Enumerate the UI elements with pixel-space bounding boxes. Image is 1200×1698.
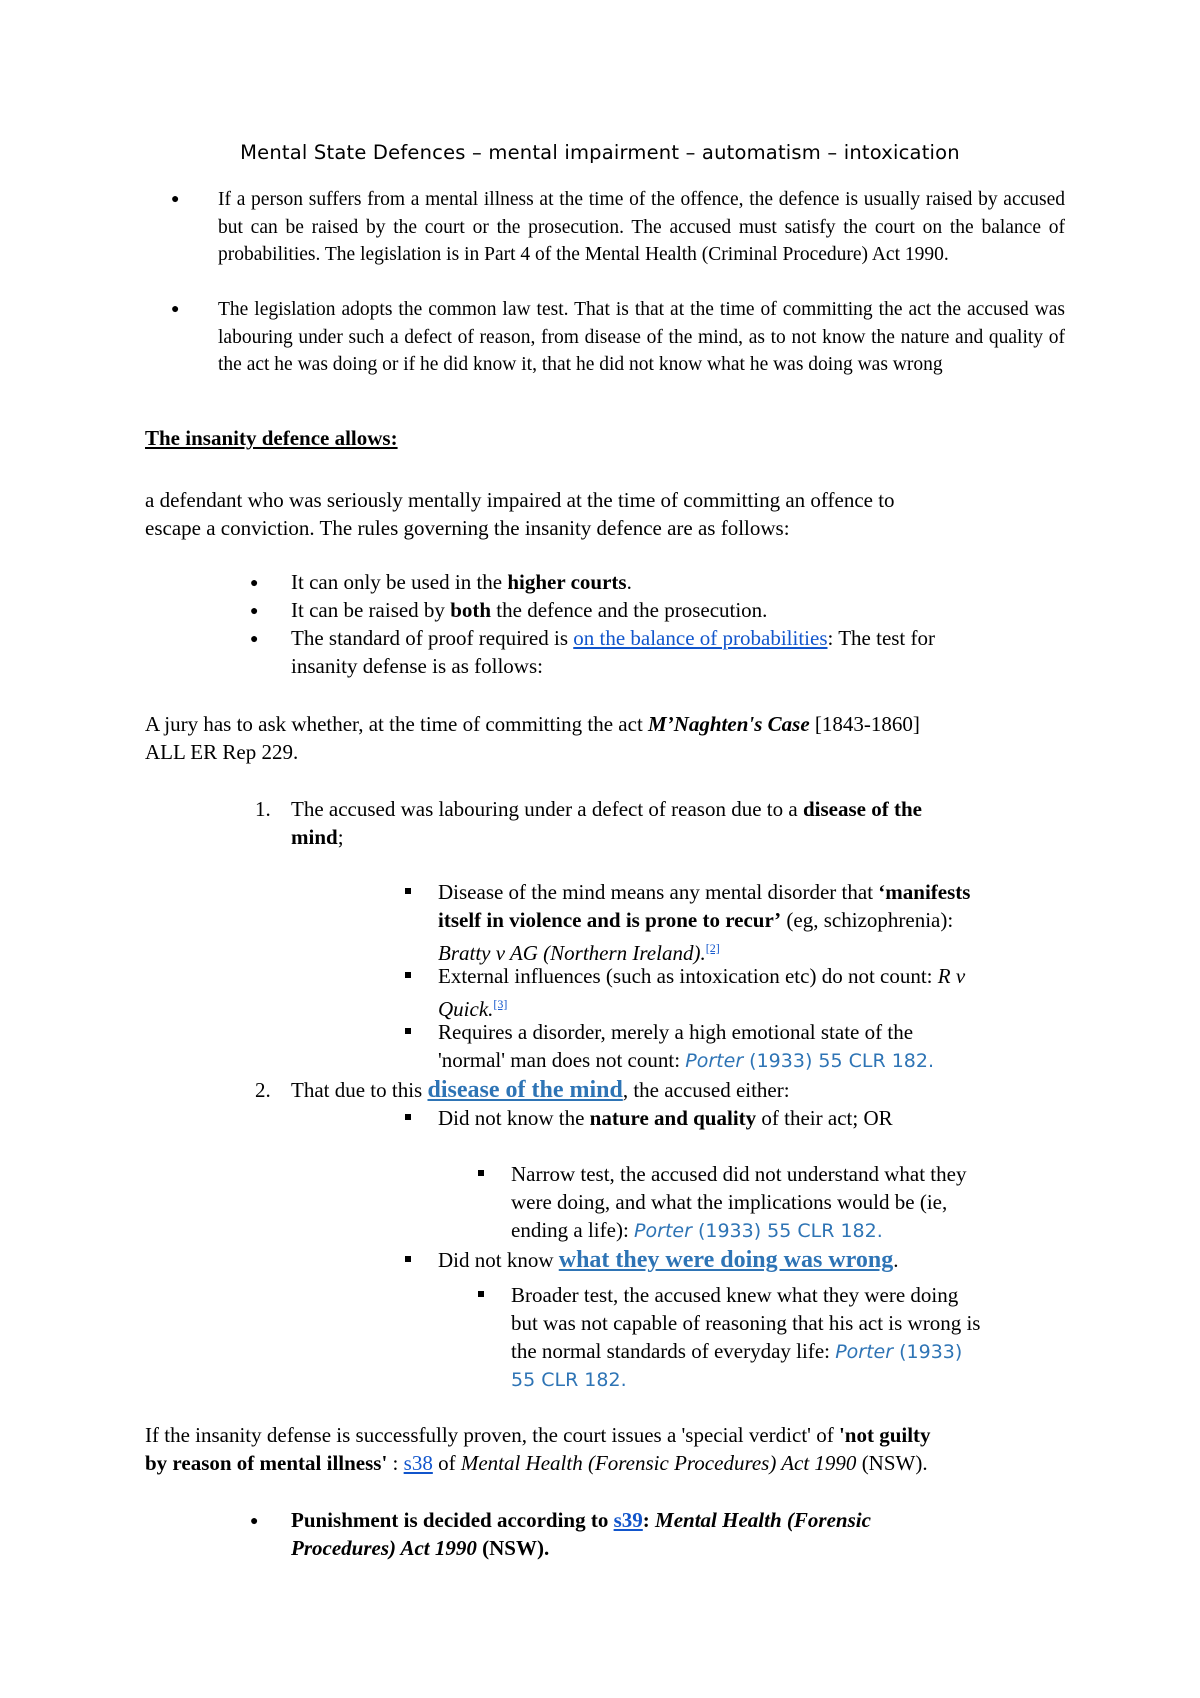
balance-of-probabilities-link[interactable]: on the balance of probabilities: [573, 626, 828, 650]
requires-disorder-item: Requires a disorder, merely a high emotional state of the 'normal' man does not count: Porter (1933) 55 CLR 182.: [438, 1020, 935, 1072]
bullet-icon: ●: [250, 1514, 259, 1529]
narrow-test-item: Narrow test, the accused did not understand what they were doing, and what the implications would be (ie, ending a life): Porter (1933) 55 CLR 182.: [511, 1162, 967, 1242]
intro-bullet-2: [171, 296, 1065, 379]
footnote-2-link[interactable]: [2]: [705, 941, 720, 955]
para-line: escape a conviction. The rules governing the insanity defence are as follows:: [145, 516, 790, 540]
external-influences-item: External influences (such as intoxication etc) do not count: R v Quick.[3]: [438, 964, 966, 1021]
footnote-3-link[interactable]: [3]: [493, 997, 508, 1011]
disease-of-the-mind-link[interactable]: disease of the mind: [427, 1077, 623, 1103]
intro-text: The legislation adopts the common law test. That is that at the time of committing the act the accused was labouring under such a defect of reason, from disease of the mind, as to not know the nature and quality of the act he was doing or if he did know it, that he did not know what he was doing was wrong: [218, 299, 1065, 375]
step-2: That due to this disease of the mind, the accused either:: [291, 1077, 790, 1103]
rule-standard-of-proof: The standard of proof required is on the balance of probabilities: The test for insanity defense is as follows:: [291, 626, 936, 678]
rule-both-parties: It can be raised by both the defence and the prosecution.: [291, 598, 768, 622]
square-bullet-icon: [405, 1256, 411, 1262]
what-they-were-doing-was-wrong-link[interactable]: what they were doing was wrong: [558, 1247, 894, 1273]
page-title: Mental State Defences – mental impairment – automatism – intoxication: [240, 141, 960, 164]
para-line: a defendant who was seriously mentally impaired at the time of committing an offence to: [145, 488, 895, 512]
step-number-1: 1.: [255, 797, 271, 821]
bullet-icon: ●: [250, 604, 259, 619]
square-bullet-icon: [405, 972, 411, 978]
did-not-know-wrong-item: Did not know what they were doing was wrong.: [438, 1247, 899, 1273]
disease-of-mind-definition: Disease of the mind means any mental disorder that ‘manifests itself in violence and is prone to recur’ (eg, schizophrenia): Bratty v AG (Northern Ireland).[2]: [438, 880, 971, 965]
s39-link[interactable]: s39: [613, 1508, 643, 1532]
square-bullet-icon: [405, 1028, 411, 1034]
square-bullet-icon: [405, 888, 411, 894]
paragraph-intro: [145, 486, 1065, 542]
step-number-2: 2.: [255, 1078, 271, 1102]
step-1: The accused was labouring under a defect of reason due to a disease of the mind;: [291, 797, 922, 849]
s38-link[interactable]: s38: [403, 1451, 433, 1475]
square-bullet-icon: [478, 1170, 484, 1176]
square-bullet-icon: [478, 1291, 484, 1297]
bullet-icon: ●: [171, 192, 180, 207]
jury-paragraph: A jury has to ask whether, at the time of committing the act M’Naghten's Case [1843-1860] ALL ER Rep 229.: [145, 712, 920, 764]
broader-test-item: Broader test, the accused knew what they were doing but was not capable of reasoning that his act is wrong is the normal standards of everyday life: Porter (1933) 55 CLR 182.: [511, 1283, 981, 1391]
intro-bullet-1: [171, 186, 1065, 269]
bullet-icon: ●: [171, 302, 180, 317]
rule-higher-courts: It can only be used in the higher courts.: [291, 570, 632, 594]
section-heading: The insanity defence allows:: [145, 426, 398, 450]
nature-and-quality-item: Did not know the nature and quality of their act; OR: [438, 1106, 893, 1130]
verdict-paragraph: If the insanity defense is successfully proven, the court issues a 'special verdict' of 'not guilty by reason of mental illness' : s38 of Mental Health (Forensic Procedures) Act 1990 (NSW).: [145, 1423, 931, 1475]
bullet-icon: ●: [250, 576, 259, 591]
intro-text: If a person suffers from a mental illness at the time of the offence, the defence is usually raised by accused but can be raised by the court or the prosecution. The accused must satisfy the court on the balance of probabilities. The legislation is in Part 4 of the Mental Health (Criminal Procedure) Act 1990.: [218, 189, 1065, 265]
square-bullet-icon: [405, 1114, 411, 1120]
punishment-item: Punishment is decided according to s39: Mental Health (Forensic Procedures) Act 1990 (NSW).: [291, 1508, 871, 1560]
bullet-icon: ●: [250, 632, 259, 647]
